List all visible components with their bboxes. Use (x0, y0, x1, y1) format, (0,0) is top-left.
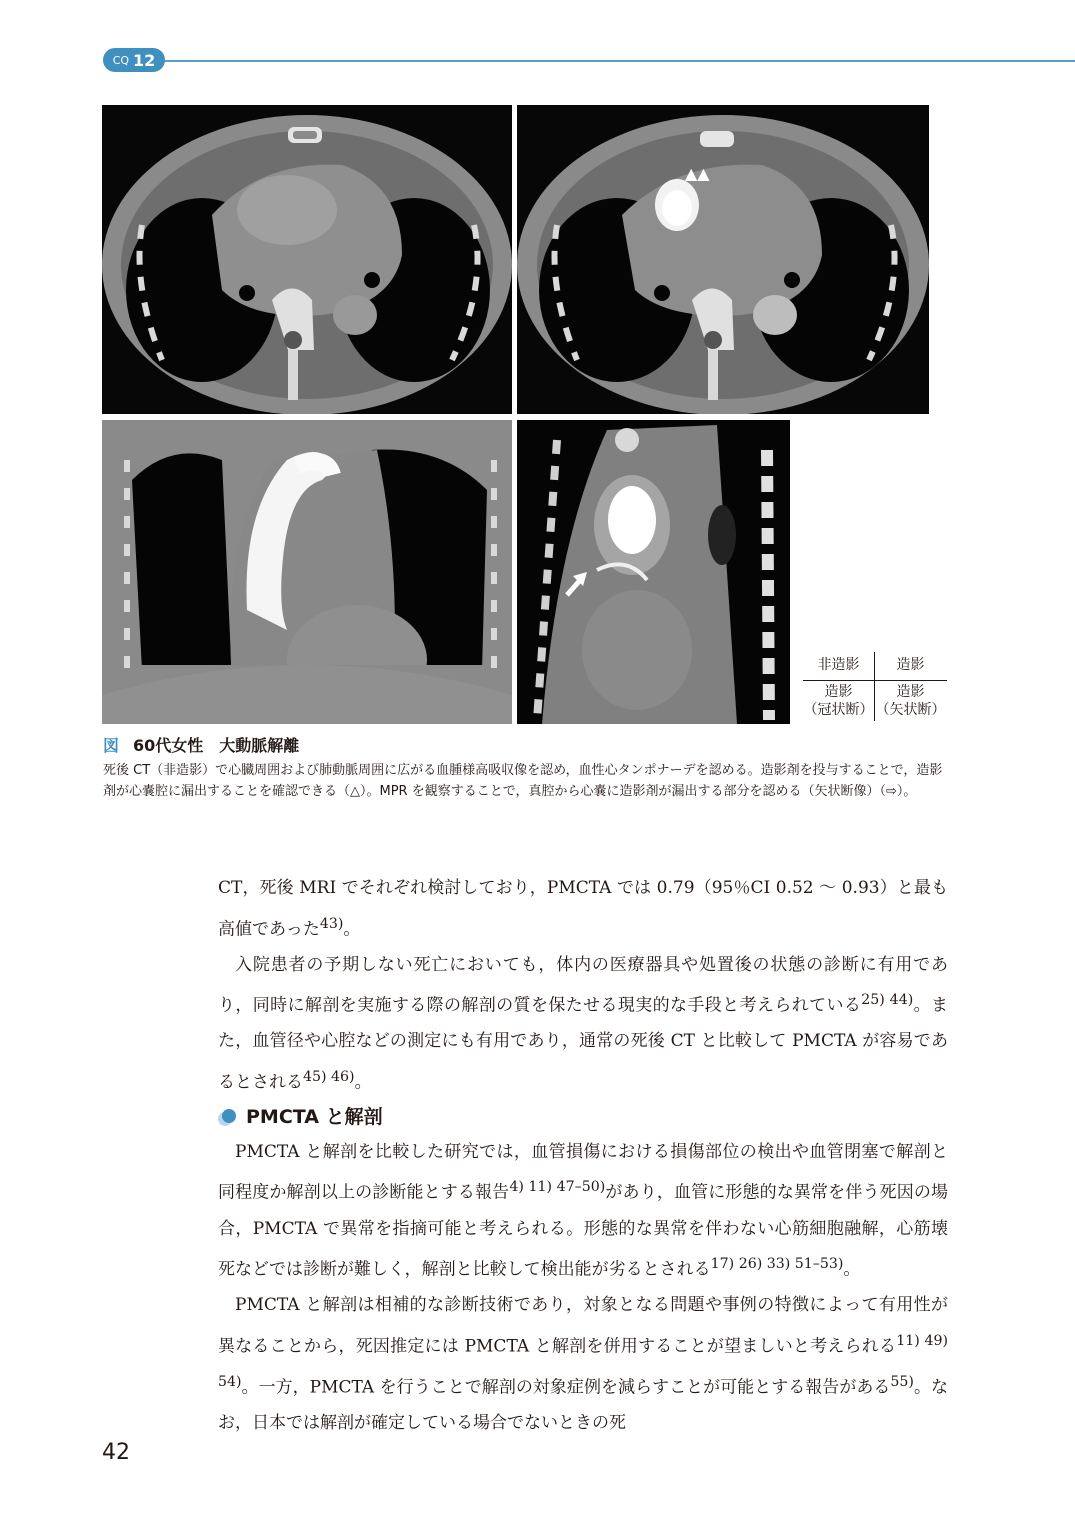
bullet-icon (218, 1109, 236, 1127)
paragraph-1-text: CT，死後 MRI でそれぞれ検討しており，PMCTA では 0.79（95％CI 0.52 ～ 0.93）と最も高値であった (218, 878, 948, 940)
section-heading (218, 1101, 948, 1135)
body-text (218, 871, 948, 1442)
paragraph-3-text-a: PMCTA と解剖を比較した研究では，血管損傷における損傷部位の検出や血管閉塞で解剖と同程度か解剖以上の診断能とする報告 (218, 1141, 948, 1204)
paragraph-2-text-a: 入院患者の予期しない死亡においても，体内の医療器具や処置後の状態の診断に有用であり，同時に解剖を実施する際の解剖の質を保たせる現実的な手段と考えられている (218, 954, 948, 1016)
reference: 25) 44) (861, 992, 914, 1009)
reference: 55) (890, 1373, 914, 1390)
paragraph-3-end: 。 (843, 1259, 861, 1280)
legend-sagittal-line1: 造影 (896, 684, 925, 700)
reference: 11) 49) 54) (218, 1332, 948, 1390)
header-rule (160, 60, 1075, 62)
figure-title-text: 60代女性 大動脈解離 (133, 736, 300, 755)
coronal-contrast-ct-image (102, 420, 512, 724)
axial-noncontrast-ct-image (102, 105, 512, 414)
paragraph-2-end: 。 (354, 1072, 372, 1093)
cq-number: 12 (133, 50, 156, 70)
paragraph-1 (218, 871, 948, 948)
paragraph-4-text-c: 。なお，日本では解剖が確定している場合でないときの死 (218, 1377, 948, 1434)
legend-sagittal (875, 681, 946, 721)
reference: 43) (319, 915, 344, 932)
figure-legend (803, 652, 947, 721)
paragraph-2 (218, 948, 948, 1101)
axial-contrast-ct-image (517, 105, 929, 414)
page-number: 42 (102, 1440, 130, 1465)
figure-label: 図 (103, 736, 120, 755)
legend-noncontrast: 非造影 (803, 652, 875, 680)
legend-sagittal-line2: （矢状断） (875, 702, 946, 718)
figure-caption: 死後 CT（非造影）で心臓周囲および肺動脈周囲に広がる血腫様高吸収像を認め，血性心タンポナーデを認める。造影剤を投与することで，造影剤が心嚢腔に漏出することを確認できる（△）。MPR を観察することで，真腔から心嚢に造影剤が漏出する部分を認める（矢状断像）（⇨）。 (103, 763, 943, 799)
paragraph-3 (218, 1135, 948, 1288)
legend-coronal-line1: 造影 (824, 684, 853, 700)
reference: 4) 11) 47–50) (509, 1179, 606, 1196)
section-heading-text: PMCTA と解剖 (246, 1106, 383, 1129)
cq-label: CQ (112, 53, 130, 67)
paragraph-3-text-b: があり，血管に形態的な異常を伴う死因の場合，PMCTA で異常を指摘可能と考えられる。形態的な異常を伴わない心筋細胞融解，心筋壊死などでは診断が難しく，解剖と比較して検出能が劣るとされる (218, 1183, 948, 1280)
figure-title (103, 733, 299, 756)
sagittal-contrast-ct-image (517, 420, 790, 724)
paragraph-4-text-a: PMCTA と解剖は相補的な診断技術であり，対象となる問題や事例の特徴によって有用性が異なることから，死因推定には PMCTA と解剖を併用することが望ましいと考えられる (218, 1295, 948, 1357)
paragraph-4-text-b: 。一方，PMCTA を行うことで解剖の対象症例を減らすことが可能とする報告がある (241, 1377, 891, 1398)
reference: 45) 46) (303, 1068, 355, 1085)
reference: 17) 26) 33) 51–53) (710, 1256, 844, 1273)
cq-badge (103, 48, 165, 72)
legend-contrast: 造影 (896, 657, 925, 673)
legend-coronal-line2: （冠状断） (803, 702, 874, 718)
paragraph-4 (218, 1288, 948, 1441)
paragraph-2-text-b: 。また，血管径や心腔などの測定にも有用であり，通常の死後 CT と比較して PMCTA が容易であるとされる (218, 995, 949, 1093)
arrowhead-marker: ▲▲ (685, 164, 710, 183)
legend-coronal (803, 681, 875, 721)
paragraph-1-end: 。 (343, 919, 361, 940)
